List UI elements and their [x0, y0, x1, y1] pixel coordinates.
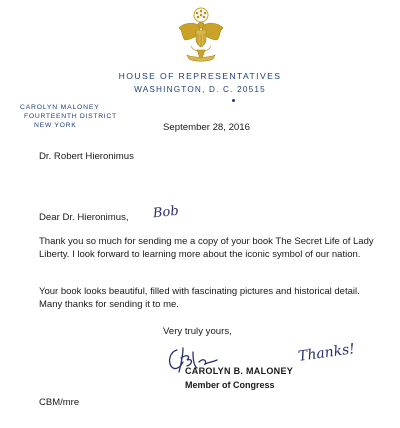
signer-name: CAROLYN B. MALONEY: [185, 366, 294, 376]
body-paragraph-2: Your book looks beautiful, filled with fascinating pictures and historical detail. Many thanks for sending it to me.: [39, 286, 360, 310]
signer-title: Member of Congress: [185, 380, 275, 390]
house-seal-emblem: [177, 6, 225, 66]
reference-initials: CBM/mre: [39, 397, 80, 408]
representative-block: [20, 103, 117, 130]
representative-state: NEW YORK: [34, 122, 77, 129]
letterhead-dot: [232, 99, 235, 102]
salutation: Dear Dr. Hieronimus,: [39, 212, 129, 223]
representative-name: CAROLYN MALONEY: [20, 104, 100, 111]
representative-district: FOURTEENTH DISTRICT: [24, 113, 117, 120]
handwritten-thanks-note: Thanks!: [297, 341, 356, 365]
recipient-name: Dr. Robert Hieronimus: [39, 151, 134, 162]
letterhead-institution: HOUSE OF REPRESENTATIVES: [118, 71, 282, 81]
closing: Very truly yours,: [163, 326, 232, 337]
letterhead-city: WASHINGTON, D. C. 20515: [134, 85, 266, 94]
letter-date: September 28, 2016: [163, 122, 250, 133]
handwritten-salutation: Bob: [152, 203, 180, 222]
body-paragraph-1: Thank you so much for sending me a copy of your book The Secret Life of Lady Liberty. I look forward to learning more about the iconic symbol of our nation.: [39, 236, 374, 260]
